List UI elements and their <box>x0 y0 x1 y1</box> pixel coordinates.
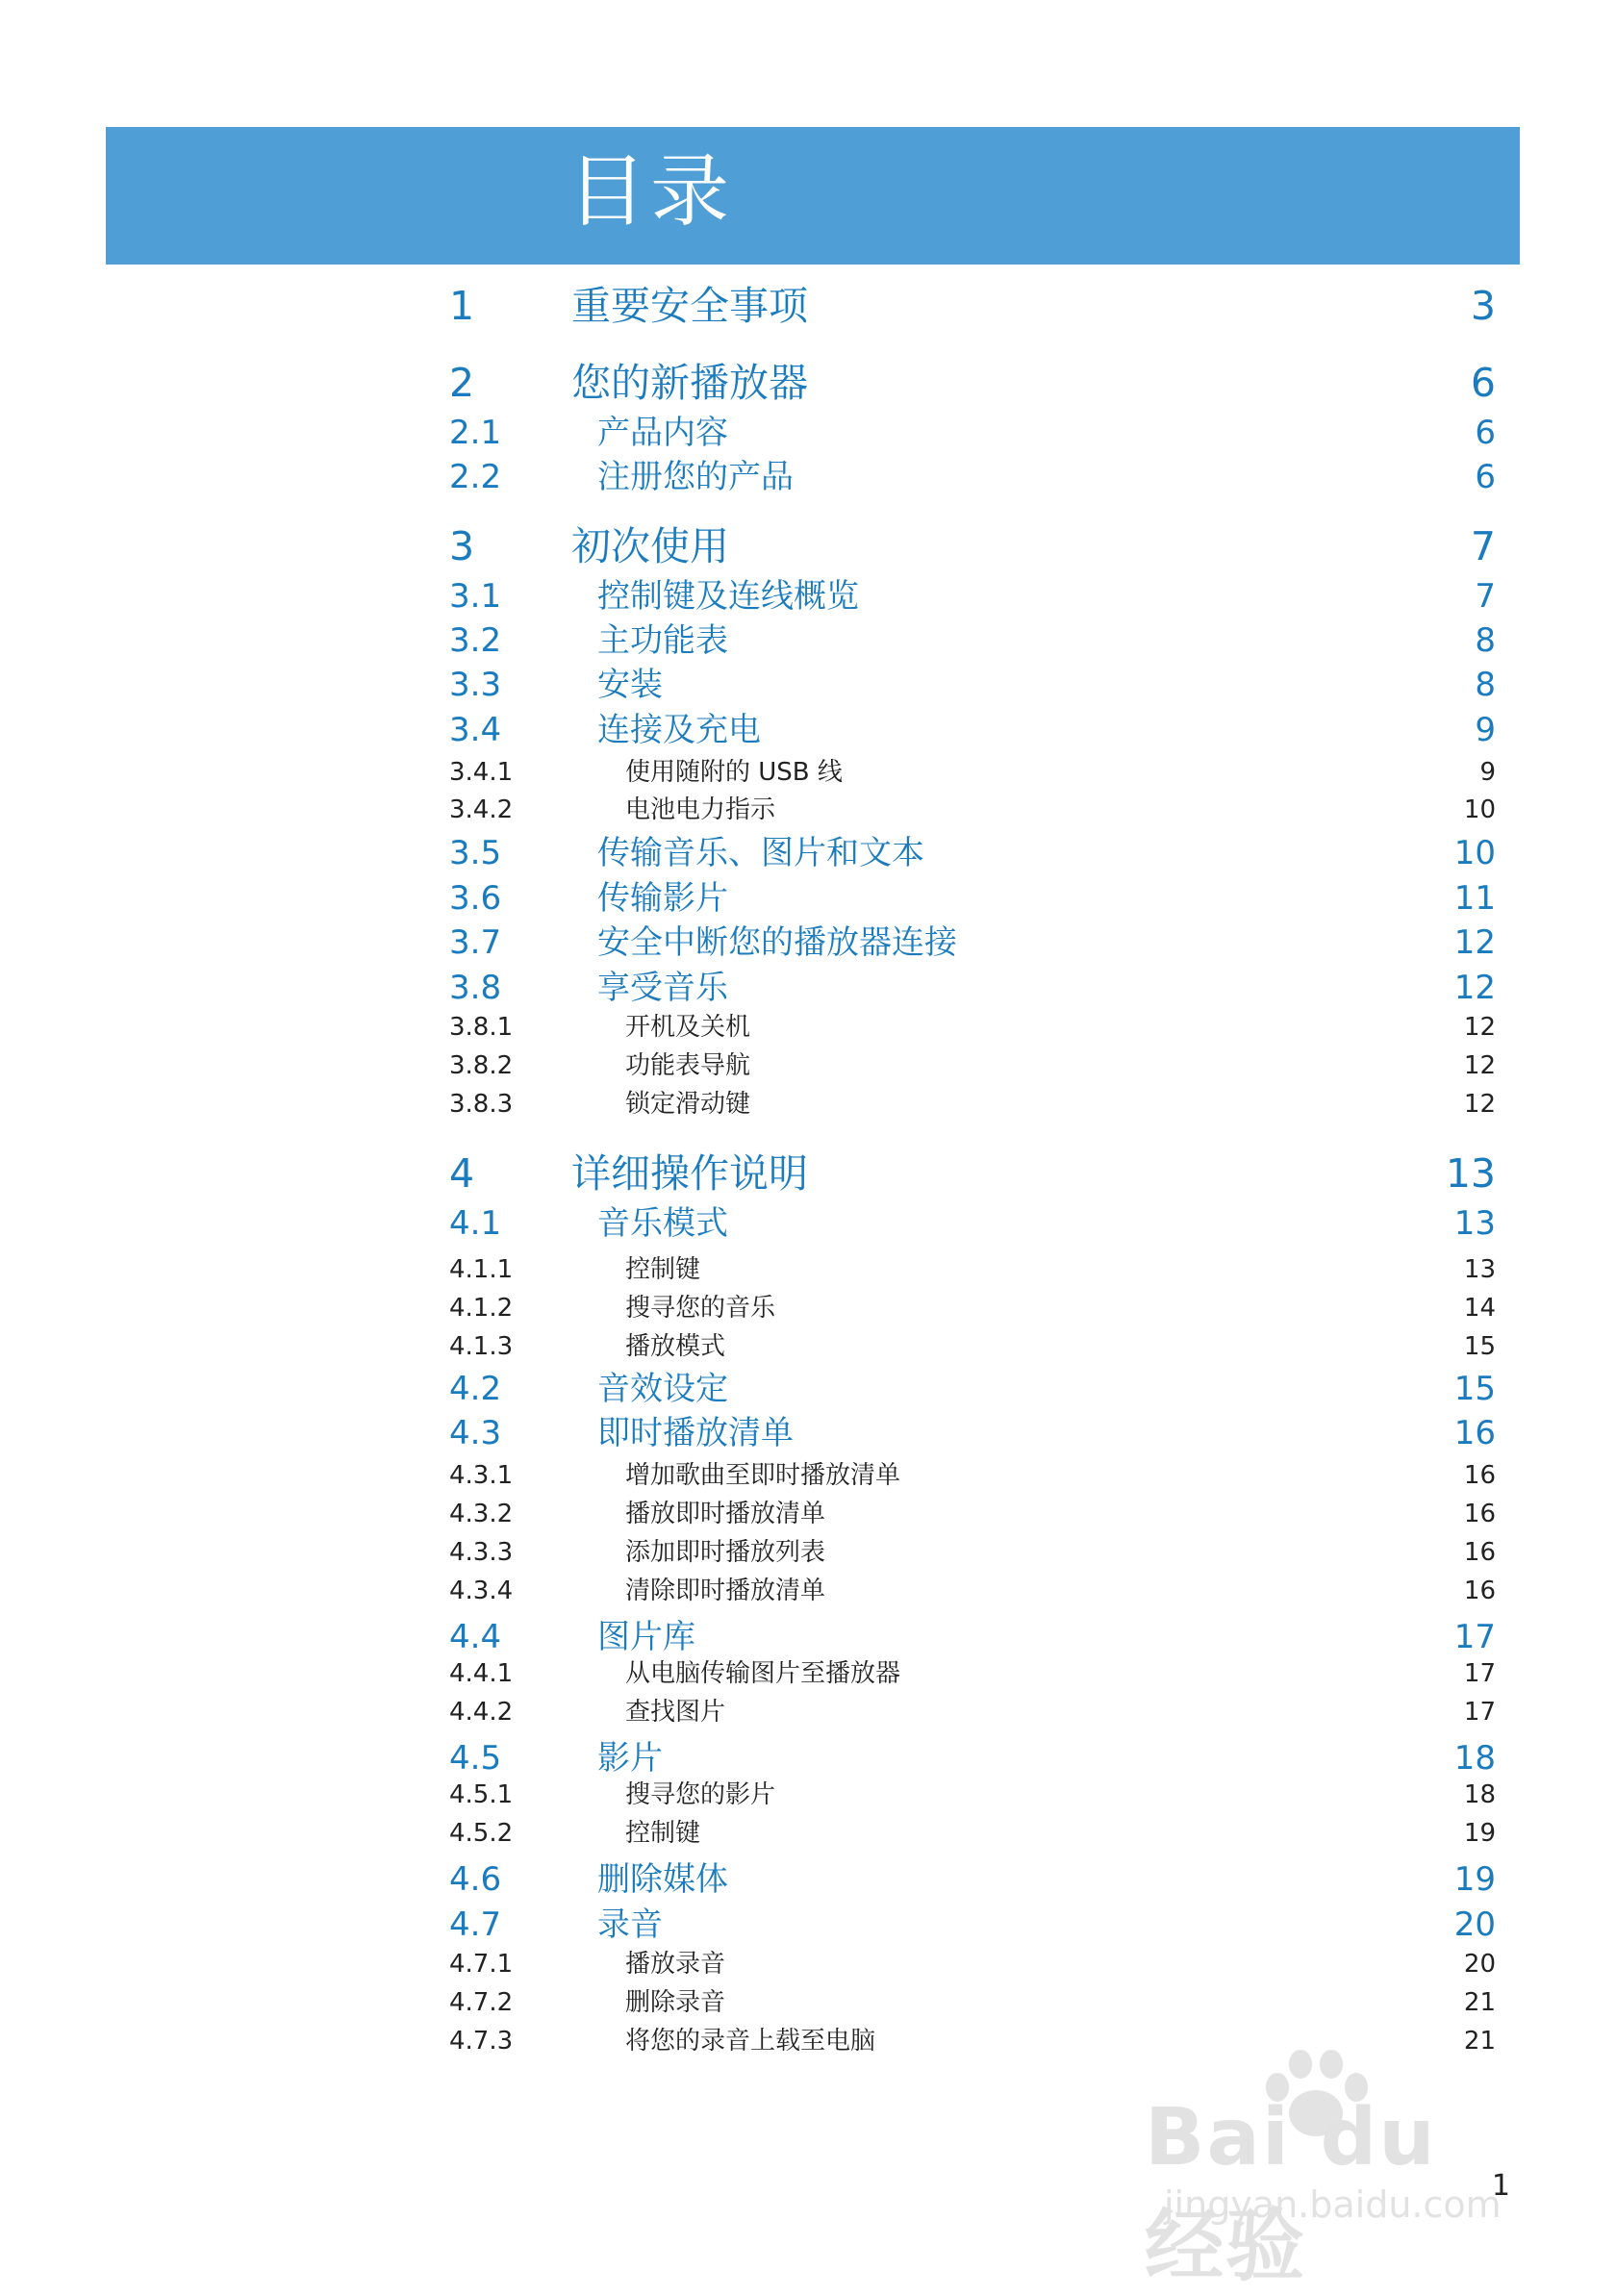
toc-entry-number: 4.7.2 <box>449 1988 514 2017</box>
toc-entry-title: 传输影片 <box>597 879 728 918</box>
toc-entry-title: 搜寻您的音乐 <box>625 1294 776 1323</box>
toc-entry-title: 连接及充电 <box>597 711 761 749</box>
toc-entry-number: 3.8.2 <box>449 1051 514 1080</box>
toc-entry-number: 4.5.2 <box>449 1819 514 1848</box>
toc-entry-page: 9 <box>1479 758 1496 787</box>
toc-entry-title: 从电脑传输图片至播放器 <box>625 1659 901 1688</box>
toc-entry-number: 4.2 <box>449 1370 502 1408</box>
toc-entry-title: 电池电力指示 <box>625 795 776 824</box>
toc-entry[interactable] <box>0 1048 1616 1083</box>
toc-entry-number: 4.4.2 <box>449 1698 514 1727</box>
toc-entry[interactable] <box>0 1656 1616 1691</box>
toc-entry-page: 20 <box>1453 1905 1496 1944</box>
toc-entry-number: 4 <box>449 1150 475 1197</box>
toc-entry-title: 详细操作说明 <box>571 1150 808 1197</box>
toc-entry-page: 7 <box>1475 577 1496 616</box>
toc-entry-number: 3.4 <box>449 711 502 749</box>
toc-entry[interactable] <box>0 1778 1616 1812</box>
toc-entry-number: 3.1 <box>449 577 502 616</box>
toc-entry[interactable] <box>0 709 1616 751</box>
toc-entry-number: 3.4.2 <box>449 795 514 824</box>
toc-entry-page: 18 <box>1463 1780 1496 1809</box>
toc-entry-title: 控制键 <box>625 1255 701 1284</box>
toc-entry-page: 13 <box>1453 1204 1496 1243</box>
toc-entry-title: 开机及关机 <box>625 1013 751 1042</box>
toc-entry[interactable] <box>0 1985 1616 2020</box>
toc-entry[interactable] <box>0 664 1616 706</box>
toc-entry-number: 4.7 <box>449 1905 502 1944</box>
toc-entry[interactable] <box>0 1291 1616 1325</box>
toc-entry-number: 4.6 <box>449 1860 502 1899</box>
toc-entry-page: 17 <box>1463 1698 1496 1727</box>
toc-entry-number: 3.6 <box>449 879 502 918</box>
toc-entry[interactable] <box>0 1458 1616 1493</box>
toc-entry[interactable] <box>0 1412 1616 1454</box>
toc-entry-title: 您的新播放器 <box>571 360 808 406</box>
toc-entry[interactable] <box>0 1904 1616 1946</box>
toc-entry-page: 17 <box>1453 1618 1496 1656</box>
toc-entry[interactable] <box>0 1816 1616 1851</box>
toc-entry-page: 19 <box>1453 1860 1496 1899</box>
toc-entry-title: 控制键 <box>625 1819 701 1848</box>
toc-entry-number: 3.5 <box>449 834 502 872</box>
toc-entry-number: 3.8.3 <box>449 1090 514 1119</box>
toc-entry[interactable] <box>0 832 1616 874</box>
toc-entry-title: 影片 <box>597 1739 663 1778</box>
toc-entry-page: 12 <box>1453 923 1496 962</box>
toc-entry-page: 6 <box>1475 458 1496 496</box>
toc-entry-title: 搜寻您的影片 <box>625 1780 776 1809</box>
toc-entry-number: 2.1 <box>449 414 502 452</box>
toc-entry-title: 享受音乐 <box>597 969 728 1007</box>
toc-entry-title: 删除录音 <box>625 1988 726 2017</box>
baidu-watermark <box>1145 2044 1529 2292</box>
toc-entry-title: 锁定滑动键 <box>625 1090 751 1119</box>
page-title: 目录 <box>568 146 734 238</box>
toc-entry-number: 4.4.1 <box>449 1659 514 1688</box>
toc-entry-page: 9 <box>1475 711 1496 749</box>
toc-entry-page: 11 <box>1453 879 1496 918</box>
toc-entry-page: 21 <box>1463 1988 1496 2017</box>
toc-entry-page: 7 <box>1470 523 1496 569</box>
toc-entry-page: 19 <box>1463 1819 1496 1848</box>
toc-entry[interactable] <box>0 619 1616 662</box>
toc-entry[interactable] <box>0 1574 1616 1608</box>
toc-entry[interactable] <box>0 412 1616 454</box>
toc-entry-number: 1 <box>449 283 475 329</box>
toc-entry[interactable] <box>0 282 1616 330</box>
toc-entry[interactable] <box>0 1858 1616 1901</box>
toc-entry-number: 3.2 <box>449 621 502 660</box>
toc-entry[interactable] <box>0 1368 1616 1410</box>
toc-entry-page: 14 <box>1463 1294 1496 1323</box>
page-number: 1 <box>1491 2169 1510 2203</box>
toc-entry[interactable] <box>0 1497 1616 1531</box>
toc-entry-page: 13 <box>1445 1150 1496 1197</box>
toc-entry-title: 注册您的产品 <box>597 458 794 496</box>
toc-entry-page: 10 <box>1463 795 1496 824</box>
toc-entry-page: 16 <box>1463 1538 1496 1567</box>
toc-entry-number: 4.5 <box>449 1739 502 1778</box>
toc-header-band <box>106 127 1520 265</box>
toc-entry[interactable] <box>0 1087 1616 1122</box>
toc-entry-page: 8 <box>1475 666 1496 704</box>
toc-entry-title: 控制键及连线概览 <box>597 577 859 616</box>
toc-entry-title: 重要安全事项 <box>571 283 808 329</box>
toc-entry-number: 4.1 <box>449 1204 502 1243</box>
toc-entry[interactable] <box>0 1535 1616 1570</box>
toc-entry-title: 功能表导航 <box>625 1051 751 1080</box>
toc-entry-title: 即时播放清单 <box>597 1414 794 1452</box>
toc-entry-number: 4.1.3 <box>449 1332 514 1361</box>
toc-entry-page: 6 <box>1475 414 1496 452</box>
toc-entry-page: 16 <box>1463 1461 1496 1490</box>
toc-entry[interactable] <box>0 1329 1616 1364</box>
toc-entry-title: 安装 <box>597 666 663 704</box>
toc-entry-number: 4.1.2 <box>449 1294 514 1323</box>
toc-entry-number: 4.1.1 <box>449 1255 514 1284</box>
toc-entry-number: 4.3.4 <box>449 1577 514 1605</box>
watermark-url: jingyan.baidu.com <box>1164 2183 1502 2226</box>
toc-entry-page: 15 <box>1453 1370 1496 1408</box>
toc-entry-page: 20 <box>1463 1950 1496 1979</box>
toc-entry[interactable] <box>0 877 1616 920</box>
toc-entry-title: 音效设定 <box>597 1370 728 1408</box>
toc-entry-title: 清除即时播放清单 <box>625 1577 826 1605</box>
toc-entry[interactable] <box>0 1010 1616 1045</box>
toc-entry-page: 12 <box>1463 1090 1496 1119</box>
toc-entry-number: 4.7.1 <box>449 1950 514 1979</box>
toc-entry-page: 12 <box>1453 969 1496 1007</box>
toc-entry-page: 16 <box>1463 1500 1496 1528</box>
toc-entry-page: 18 <box>1453 1739 1496 1778</box>
toc-entry-number: 3.8 <box>449 969 502 1007</box>
toc-entry[interactable] <box>0 1202 1616 1245</box>
toc-entry-title: 删除媒体 <box>597 1860 728 1899</box>
toc-entry-title: 添加即时播放列表 <box>625 1538 826 1567</box>
toc-entry-title: 产品内容 <box>597 414 728 452</box>
toc-entry-number: 3.4.1 <box>449 758 514 787</box>
watermark-brand: Bai du 经验 <box>1145 2092 1437 2292</box>
toc-entry[interactable] <box>0 522 1616 570</box>
toc-entry-title: 播放录音 <box>625 1950 726 1979</box>
toc-entry-title: 主功能表 <box>597 621 728 660</box>
toc-entry[interactable] <box>0 1737 1616 1779</box>
toc-entry[interactable] <box>0 1947 1616 1981</box>
toc-entry-number: 3.7 <box>449 923 502 962</box>
toc-entry-title: 录音 <box>597 1905 663 1944</box>
toc-entry-number: 2.2 <box>449 458 502 496</box>
toc-entry-page: 15 <box>1463 1332 1496 1361</box>
toc-entry-title: 安全中断您的播放器连接 <box>597 923 957 962</box>
toc-entry-number: 2 <box>449 360 475 406</box>
toc-entry-number: 3.3 <box>449 666 502 704</box>
toc-entry-page: 16 <box>1453 1414 1496 1452</box>
toc-entry[interactable] <box>0 967 1616 1009</box>
toc-entry-page: 6 <box>1470 360 1496 406</box>
toc-entry-title: 播放即时播放清单 <box>625 1500 826 1528</box>
toc-entry[interactable] <box>0 921 1616 964</box>
toc-entry-page: 21 <box>1463 2027 1496 2056</box>
toc-entry-title: 使用随附的 USB 线 <box>625 758 843 787</box>
toc-entry-number: 4.4 <box>449 1618 502 1656</box>
toc-entry[interactable] <box>0 1695 1616 1729</box>
toc-entry-page: 17 <box>1463 1659 1496 1688</box>
toc-entry[interactable] <box>0 1252 1616 1287</box>
toc-entry-page: 8 <box>1475 621 1496 660</box>
toc-entry[interactable] <box>0 575 1616 618</box>
toc-entry-title: 音乐模式 <box>597 1204 728 1243</box>
toc-entry[interactable] <box>0 1149 1616 1198</box>
toc-entry-title: 将您的录音上载至电脑 <box>625 2027 876 2056</box>
toc-entry-page: 16 <box>1463 1577 1496 1605</box>
toc-entry-number: 3.8.1 <box>449 1013 514 1042</box>
toc-entry[interactable] <box>0 1616 1616 1658</box>
toc-entry[interactable] <box>0 456 1616 498</box>
toc-entry-title: 传输音乐、图片和文本 <box>597 834 924 872</box>
toc-entry-page: 12 <box>1463 1051 1496 1080</box>
toc-entry-title: 初次使用 <box>571 523 729 569</box>
toc-entry-number: 4.3.1 <box>449 1461 514 1490</box>
toc-entry[interactable] <box>0 793 1616 827</box>
toc-entry-number: 4.3.2 <box>449 1500 514 1528</box>
toc-entry[interactable] <box>0 755 1616 790</box>
toc-entry-page: 12 <box>1463 1013 1496 1042</box>
toc-entry-page: 10 <box>1453 834 1496 872</box>
toc-entry-page: 13 <box>1463 1255 1496 1284</box>
toc-entry-title: 图片库 <box>597 1618 695 1656</box>
toc-entry-number: 4.3.3 <box>449 1538 514 1567</box>
toc-entry-page: 3 <box>1470 283 1496 329</box>
toc-entry-title: 播放模式 <box>625 1332 726 1361</box>
toc-entry-number: 3 <box>449 523 475 569</box>
toc-entry-title: 查找图片 <box>625 1698 726 1727</box>
toc-entry-title: 增加歌曲至即时播放清单 <box>625 1461 901 1490</box>
toc-entry-number: 4.3 <box>449 1414 502 1452</box>
toc-entry-number: 4.5.1 <box>449 1780 514 1809</box>
toc-entry[interactable] <box>0 359 1616 407</box>
toc-entry-number: 4.7.3 <box>449 2027 514 2056</box>
